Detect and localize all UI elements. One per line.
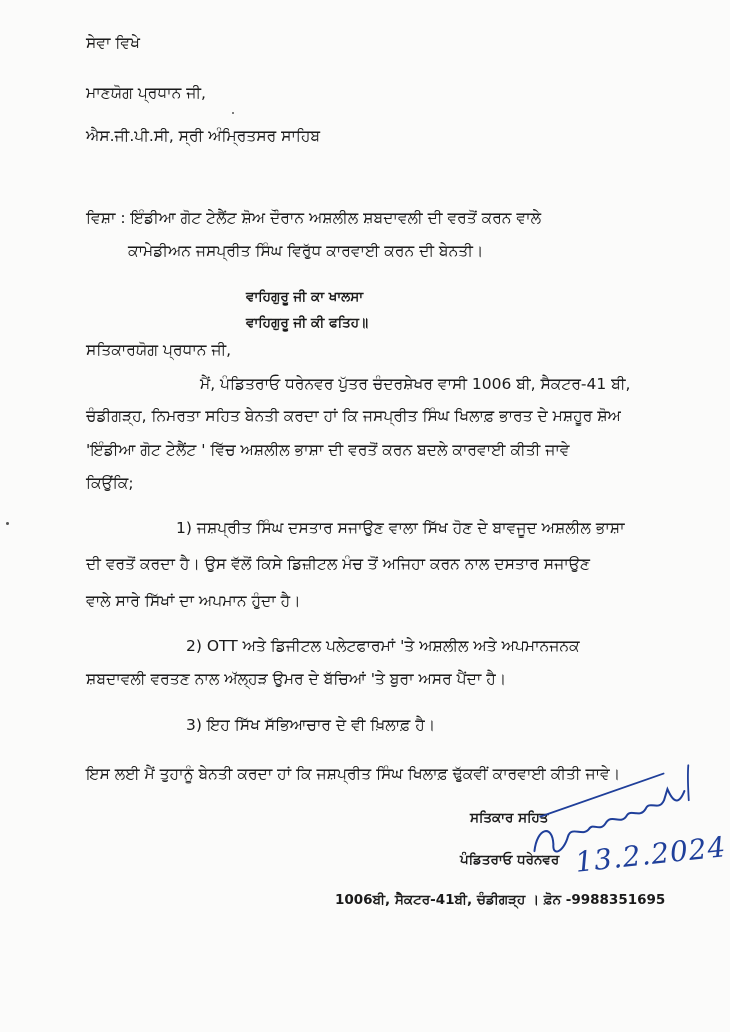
sender-address: 1006ਬੀ, ਸੈਕਟਰ-41ਬੀ, ਚੰਡੀਗੜ੍ਹ । ਫ਼ੋਨ -9988351695 [335,892,666,908]
respectful-salutation: ਸਤਿਕਾਰਯੋਗ ਪ੍ਰਧਾਨ ਜੀ, [86,341,232,359]
point-1-line-3: ਵਾਲੇ ਸਾਰੇ ਸਿੱਖਾਂ ਦਾ ਅਪਮਾਨ ਹੁੰਦਾ ਹੈ। [86,592,301,610]
intro-line-3: 'ਇੰਡੀਆ ਗੋਟ ਟੇਲੈਂਟ ' ਵਿੱਚ ਅਸ਼ਲੀਲ ਭਾਸ਼ਾ ਦੀ ਵਰਤੋਂ ਕਰਨ ਬਦਲੇ ਕਾਰਵਾਈ ਕੀਤੀ ਜਾਵੇ [86,441,570,459]
subject-line-2: ਕਾਮੇਡੀਅਨ ਜਸਪ੍ਰੀਤ ਸਿੰਘ ਵਿਰੁੱਧ ਕਾਰਵਾਈ ਕਰਨ ਦੀ ਬੇਨਤੀ। [128,242,484,260]
point-1-line-2: ਦੀ ਵਰਤੋਂ ਕਰਦਾ ਹੈ। ਉਸ ਵੱਲੋਂ ਕਿਸੇ ਡਿਜ਼ੀਟਲ ਮੰਚ ਤੋਂ ਅਜਿਹਾ ਕਰਨ ਨਾਲ ਦਸਤਾਰ ਸਜਾਉਣ [86,555,590,573]
point-2-line-2: ਸ਼ਬਦਾਵਲੀ ਵਰਤਣ ਨਾਲ ਅੱਲ੍ਹੜ ਉਮਰ ਦੇ ਬੱਚਿਆਂ 'ਤੇ ਬੁਰਾ ਅਸਰ ਪੈਂਦਾ ਹੈ। [86,670,507,688]
request-line: ਇਸ ਲਈ ਮੈਂ ਤੁਹਾਨੂੰ ਬੇਨਤੀ ਕਰਦਾ ਹਾਂ ਕਿ ਜਸ਼ਪ੍ਰੀਤ ਸਿੰਘ ਖਿਲਾਫ਼ ਢੁੱਕਵੀਂ ਕਾਰਵਾਈ ਕੀਤੀ ਜਾਵੇ। [86,765,621,783]
intro-line-4: ਕਿਉਂਕਿ; [86,474,134,492]
organization: ਐਸ.ਜੀ.ਪੀ.ਸੀ, ਸ੍ਰੀ ਅੰਮ੍ਰਿਤਸਰ ਸਾਹਿਬ [86,127,321,145]
point-1-line-1: 1) ਜਸ਼ਪ੍ਰੀਤ ਸਿੰਘ ਦਸਤਾਰ ਸਜਾਉਣ ਵਾਲਾ ਸਿੱਖ ਹੋਣ ਦੇ ਬਾਵਜੂਦ ਅਸ਼ਲੀਲ ਭਾਸ਼ਾ [176,519,625,537]
handwritten-date: 13.2.2024 [573,830,728,879]
point-2-line-1: 2) OTT ਅਤੇ ਡਿਜੀਟਲ ਪਲੇਟਫਾਰਮਾਂ 'ਤੇ ਅਸ਼ਲੀਲ ਅਤੇ ਅਪਮਾਨਜਨਕ [186,637,580,655]
addressee: ਮਾਣਯੋਗ ਪ੍ਰਧਾਨ ਜੀ, [86,84,206,102]
greeting-line-1: ਵਾਹਿਗੁਰੂ ਜੀ ਕਾ ਖਾਲਸਾ [246,289,364,305]
point-3: 3) ਇਹ ਸਿੱਖ ਸੱਭਿਆਚਾਰ ਦੇ ਵੀ ਖ਼ਿਲਾਫ਼ ਹੈ। [186,716,436,734]
salutation-to: ਸੇਵਾ ਵਿਖੇ [86,34,140,52]
sender-name: ਪੰਡਿਤਰਾਓ ਧਰੇਨਵਰ [460,852,560,868]
intro-line-1: ਮੈਂ, ਪੰਡਿਤਰਾਓ ਧਰੇਨਵਰ ਪੁੱਤਰ ਚੰਦਰਸ਼ੇਖਰ ਵਾਸੀ 1006 ਬੀ, ਸੈਕਟਰ-41 ਬੀ, [200,375,631,393]
scan-speck [6,522,9,525]
subject-line-1: ਵਿਸ਼ਾ : ਇੰਡੀਆ ਗੋਟ ਟੇਲੈਂਟ ਸ਼ੋਅ ਦੌਰਾਨ ਅਸ਼ਲੀਲ ਸ਼ਬਦਾਵਲੀ ਦੀ ਵਰਤੋਂ ਕਰਨ ਵਾਲੇ [86,209,542,227]
intro-line-2: ਚੰਡੀਗੜ੍ਹ, ਨਿਮਰਤਾ ਸਹਿਤ ਬੇਨਤੀ ਕਰਦਾ ਹਾਂ ਕਿ ਜਸਪ੍ਰੀਤ ਸਿੰਘ ਖਿਲਾਫ਼ ਭਾਰਤ ਦੇ ਮਸ਼ਹੂਰ ਸ਼ੋਅ [86,407,621,425]
greeting-line-2: ਵਾਹਿਗੁਰੂ ਜੀ ਕੀ ਫਤਿਹ॥ [246,315,369,331]
scan-speck [232,112,234,114]
closing: ਸਤਿਕਾਰ ਸਹਿਤ [470,810,549,826]
